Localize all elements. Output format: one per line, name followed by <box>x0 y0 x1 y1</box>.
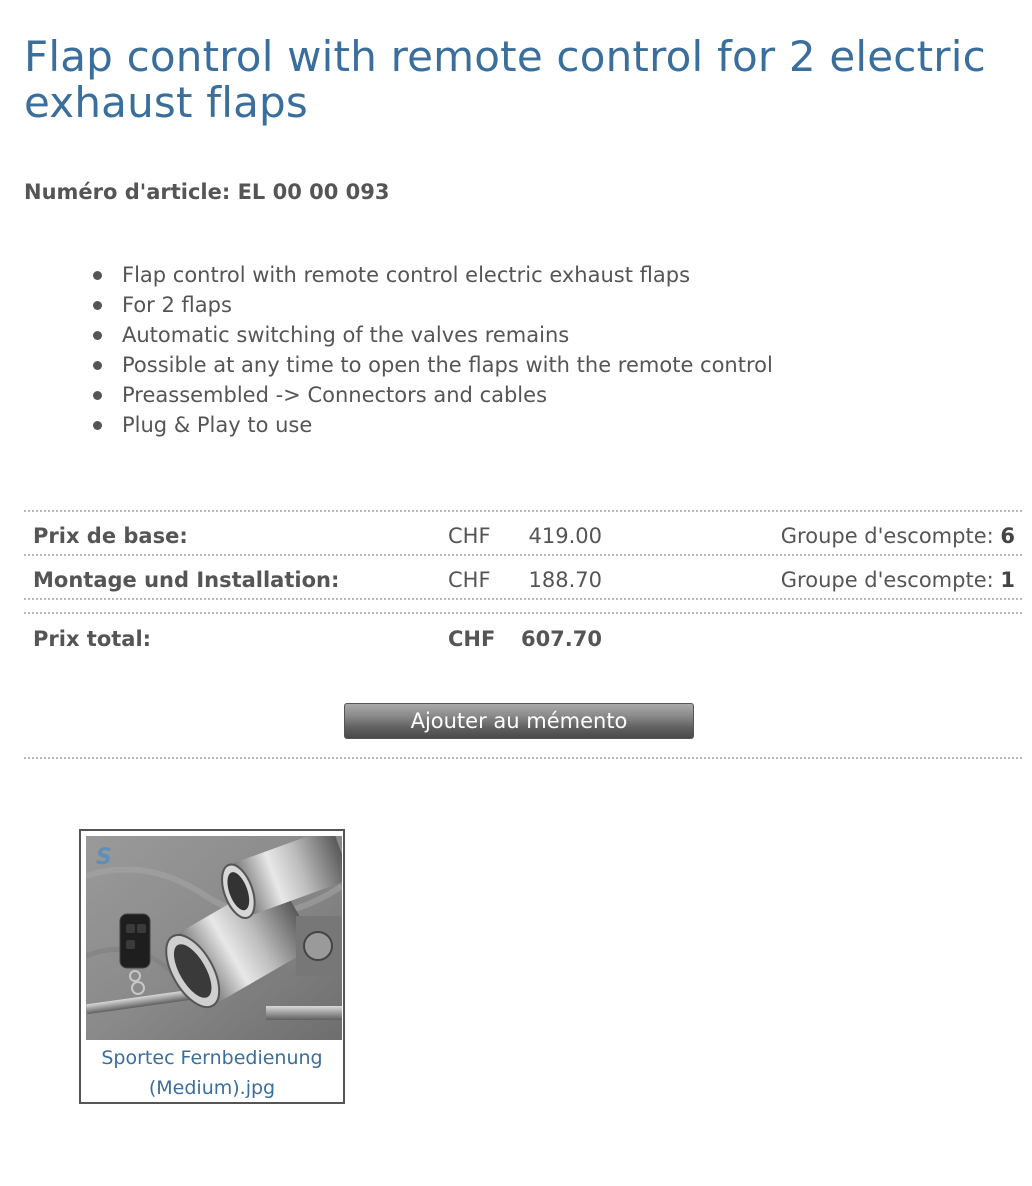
page-title: Flap control with remote control for 2 electric exhaust flaps <box>24 32 986 127</box>
discount-label: Groupe d'escompte: <box>780 524 994 548</box>
feature-list <box>90 260 773 440</box>
price-label: Montage und Installation: <box>33 568 340 592</box>
bullet-icon <box>93 421 102 430</box>
list-item <box>90 380 773 410</box>
feature-text: Preassembled -> Connectors and cables <box>122 383 548 407</box>
logo-mark: S <box>96 845 112 870</box>
bullet-icon <box>93 301 102 310</box>
list-item <box>90 290 773 320</box>
divider <box>24 554 1022 556</box>
divider <box>24 598 1022 600</box>
price-row-total <box>24 627 1022 667</box>
list-item <box>90 260 773 290</box>
article-number: Numéro d'article: EL 00 00 093 <box>24 180 390 204</box>
discount-label: Groupe d'escompte: <box>780 568 994 592</box>
discount-value: 6 <box>1000 524 1015 548</box>
discount-group <box>781 524 1015 548</box>
gallery-item[interactable] <box>79 829 345 1104</box>
bullet-icon <box>93 271 102 280</box>
price-currency: CHF <box>448 524 491 548</box>
bullet-icon <box>93 391 102 400</box>
price-currency: CHF <box>448 568 491 592</box>
list-item <box>90 350 773 380</box>
product-image[interactable] <box>86 836 342 1040</box>
list-item <box>90 320 773 350</box>
feature-text: For 2 flaps <box>122 293 232 317</box>
total-label: Prix total: <box>33 627 152 651</box>
price-row-installation <box>24 568 1022 608</box>
list-item <box>90 410 773 440</box>
image-caption-link[interactable] <box>81 1043 343 1103</box>
divider <box>24 757 1022 759</box>
divider <box>24 612 1022 614</box>
caption-line[interactable]: (Medium).jpg <box>148 1077 276 1099</box>
divider <box>24 510 1022 512</box>
price-amount: 188.70 <box>528 568 602 592</box>
feature-text: Plug & Play to use <box>122 413 313 437</box>
bullet-icon <box>93 331 102 340</box>
feature-text: Possible at any time to open the flaps with the remote control <box>122 353 773 377</box>
discount-value: 1 <box>1000 568 1015 592</box>
caption-line[interactable]: Sportec Fernbedienung <box>101 1047 323 1069</box>
feature-text: Flap control with remote control electric exhaust flaps <box>122 263 691 287</box>
total-amount: 607.70 <box>520 627 602 651</box>
discount-group <box>781 568 1015 592</box>
add-to-memo-button[interactable]: Ajouter au mémento <box>344 703 694 739</box>
price-row-base <box>24 524 1022 564</box>
product-photo <box>86 836 342 1040</box>
price-amount: 419.00 <box>528 524 602 548</box>
price-label: Prix de base: <box>33 524 188 548</box>
bullet-icon <box>93 361 102 370</box>
total-currency: CHF <box>448 627 496 651</box>
feature-text: Automatic switching of the valves remains <box>122 323 570 347</box>
